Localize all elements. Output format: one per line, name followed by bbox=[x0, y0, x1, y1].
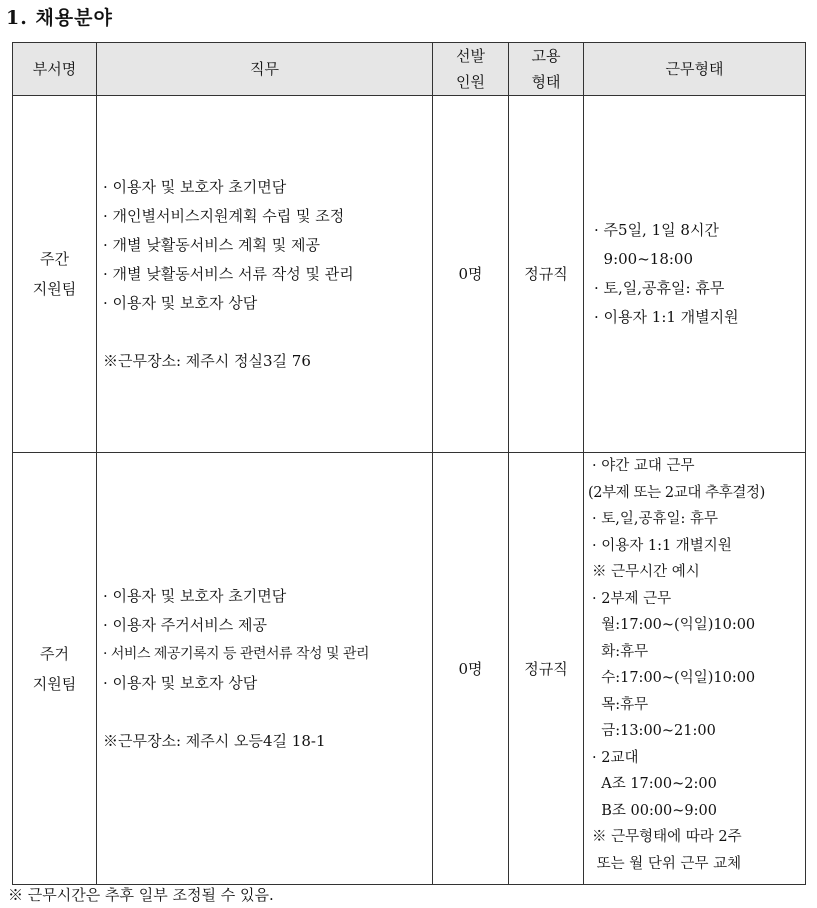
work-form-cell bbox=[584, 453, 806, 885]
work-form-line: 9:00~18:00 bbox=[594, 250, 694, 268]
header-headcount-line1: 선발 bbox=[456, 47, 485, 65]
duty-item: · 이용자 및 보호자 상담 bbox=[103, 673, 258, 692]
work-location: ※근무장소: 제주시 정실3길 76 bbox=[103, 351, 311, 370]
work-form-line: 월:17:00~(익일)10:00 bbox=[592, 617, 756, 633]
header-employment-line1: 고용 bbox=[531, 47, 561, 65]
work-form-cell bbox=[584, 96, 806, 453]
work-location: ※근무장소: 제주시 오등4길 18-1 bbox=[103, 731, 326, 750]
work-form-line: · 2교대 bbox=[592, 749, 639, 766]
header-employment-line2: 형태 bbox=[531, 73, 561, 91]
work-form-line: ※ 근무시간 예시 bbox=[592, 564, 700, 580]
employment-cell: 정규직 bbox=[509, 453, 584, 885]
work-form-line: 목:휴무 bbox=[592, 696, 649, 713]
work-form-line: · 2부제 근무 bbox=[592, 590, 672, 607]
work-form-line: 또는 월 단위 근무 교체 bbox=[592, 855, 742, 872]
duty-item: · 개인별서비스지원계획 수립 및 조정 bbox=[103, 206, 345, 225]
work-form-line: · 주5일, 1일 8시간 bbox=[594, 221, 719, 239]
work-form-line: · 이용자 1:1 개별지원 bbox=[592, 537, 732, 554]
work-form-line: 화:휴무 bbox=[592, 643, 649, 660]
work-form-line: · 토,일,공휴일: 휴무 bbox=[592, 511, 718, 527]
duty-item: · 이용자 및 보호자 초기면담 bbox=[103, 586, 287, 605]
duty-item: · 서비스 제공기록지 등 관련서류 작성 및 관리 bbox=[103, 645, 370, 662]
duty-cell bbox=[97, 453, 433, 885]
table-row-residential bbox=[13, 453, 806, 885]
department-line1: 주거 bbox=[40, 644, 69, 663]
work-form-line: ※ 근무형태에 따라 2주 bbox=[592, 829, 742, 845]
work-form-line: · 토,일,공휴일: 휴무 bbox=[594, 279, 725, 297]
header-row bbox=[13, 43, 806, 96]
department-cell bbox=[13, 96, 97, 453]
department-cell bbox=[13, 453, 97, 885]
duty-cell bbox=[97, 96, 433, 453]
table-row-daytime bbox=[13, 96, 806, 453]
work-form-line: · 이용자 1:1 개별지원 bbox=[594, 308, 739, 326]
employment-cell: 정규직 bbox=[509, 96, 584, 453]
duty-item: · 이용자 및 보호자 초기면담 bbox=[103, 177, 287, 196]
header-headcount bbox=[433, 43, 509, 96]
header-work-form: 근무형태 bbox=[584, 43, 806, 96]
headcount-cell: 0명 bbox=[433, 96, 509, 453]
duty-item: · 개별 낮활동서비스 서류 작성 및 관리 bbox=[103, 264, 354, 283]
department-line2: 지원팀 bbox=[32, 280, 77, 298]
headcount-cell: 0명 bbox=[433, 453, 509, 885]
work-form-line: (2부제 또는 2교대 추후결정) bbox=[588, 484, 765, 501]
header-department: 부서명 bbox=[13, 43, 97, 96]
duty-item: · 이용자 및 보호자 상담 bbox=[103, 293, 258, 312]
work-form-line: A조 17:00~2:00 bbox=[592, 776, 717, 792]
work-form-line: · 야간 교대 근무 bbox=[592, 458, 695, 474]
work-form-line: B조 00:00~9:00 bbox=[592, 802, 717, 819]
recruitment-table bbox=[12, 42, 806, 885]
duty-item: · 개별 낮활동서비스 계획 및 제공 bbox=[103, 235, 320, 254]
section-heading: 1. 채용분야 bbox=[6, 7, 113, 29]
work-form-line: 금:13:00~21:00 bbox=[592, 723, 716, 739]
footnote: ※ 근무시간은 추후 일부 조정될 수 있음. bbox=[8, 886, 274, 904]
header-employment bbox=[509, 43, 584, 96]
header-headcount-line2: 인원 bbox=[456, 73, 485, 91]
department-line1: 주간 bbox=[40, 250, 69, 268]
header-duty: 직무 bbox=[97, 43, 433, 96]
work-form-line: 수:17:00~(익일)10:00 bbox=[592, 670, 756, 686]
department-line2: 지원팀 bbox=[32, 674, 77, 693]
duty-item: · 이용자 주거서비스 제공 bbox=[103, 615, 267, 634]
